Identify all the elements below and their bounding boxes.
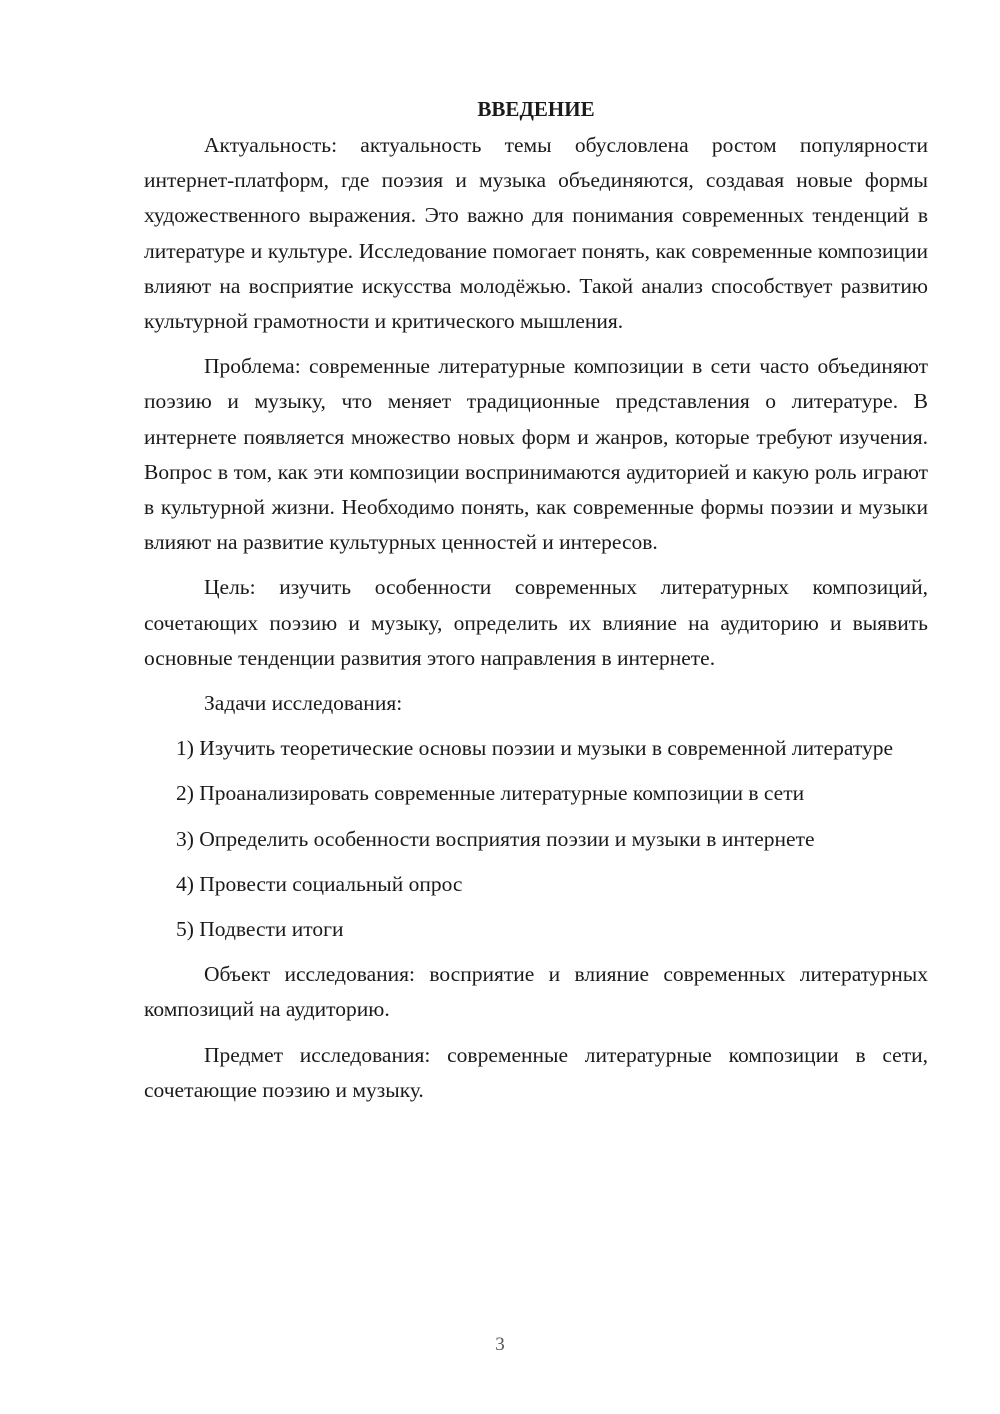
task-item-2: 2) Проанализировать современные литературные композиции в сети xyxy=(176,781,805,806)
relevance-paragraph: Актуальность: актуальность темы обусловлена ростом популярности интернет-платформ, где поэзия и музыка объединяются, создавая новые формы художественного выражения. Это важно для понимания современных тенденций в литературе и культуре. Исследование помогает понять, как современные композиции влияют на восприятие искусства молодёжью. Такой анализ способствует развитию культурной грамотности и критического мышления. xyxy=(144,133,928,334)
subject-paragraph: Предмет исследования: современные литературные композиции в сети, сочетающие поэзию и музыку. xyxy=(144,1042,928,1102)
task-item-4: 4) Провести социальный опрос xyxy=(176,871,463,896)
task-item-1: 1) Изучить теоретические основы поэзии и музыки в современной литературе xyxy=(176,736,893,761)
task-item-3: 3) Определить особенности восприятия поэзии и музыки в интернете xyxy=(176,826,815,851)
page-title: ВВЕДЕНИЕ xyxy=(477,97,595,121)
problem-paragraph: Проблема: современные литературные композиции в сети часто объединяют поэзию и музыку, что меняет традиционные представления о литературе. В интернете появляется множество новых форм и жанров, которые требуют изучения. Вопрос в том, как эти композиции воспринимаются аудиторией и какую роль играют в культурной жизни. Необходимо понять, как современные формы поэзии и музыки влияют на развитие культурных ценностей и интересов. xyxy=(144,354,928,555)
goal-paragraph: Цель: изучить особенности современных литературных композиций, сочетающих поэзию и музыку, определить их влияние на аудиторию и выявить основные тенденции развития этого направления в интернете. xyxy=(144,575,928,670)
document-page xyxy=(144,92,928,1118)
page-number: 3 xyxy=(495,1334,505,1355)
object-paragraph: Объект исследования: восприятие и влияние современных литературных композиций на аудиторию. xyxy=(144,962,928,1022)
task-item-5: 5) Подвести итоги xyxy=(176,917,344,942)
tasks-heading: Задачи исследования: xyxy=(204,691,403,716)
